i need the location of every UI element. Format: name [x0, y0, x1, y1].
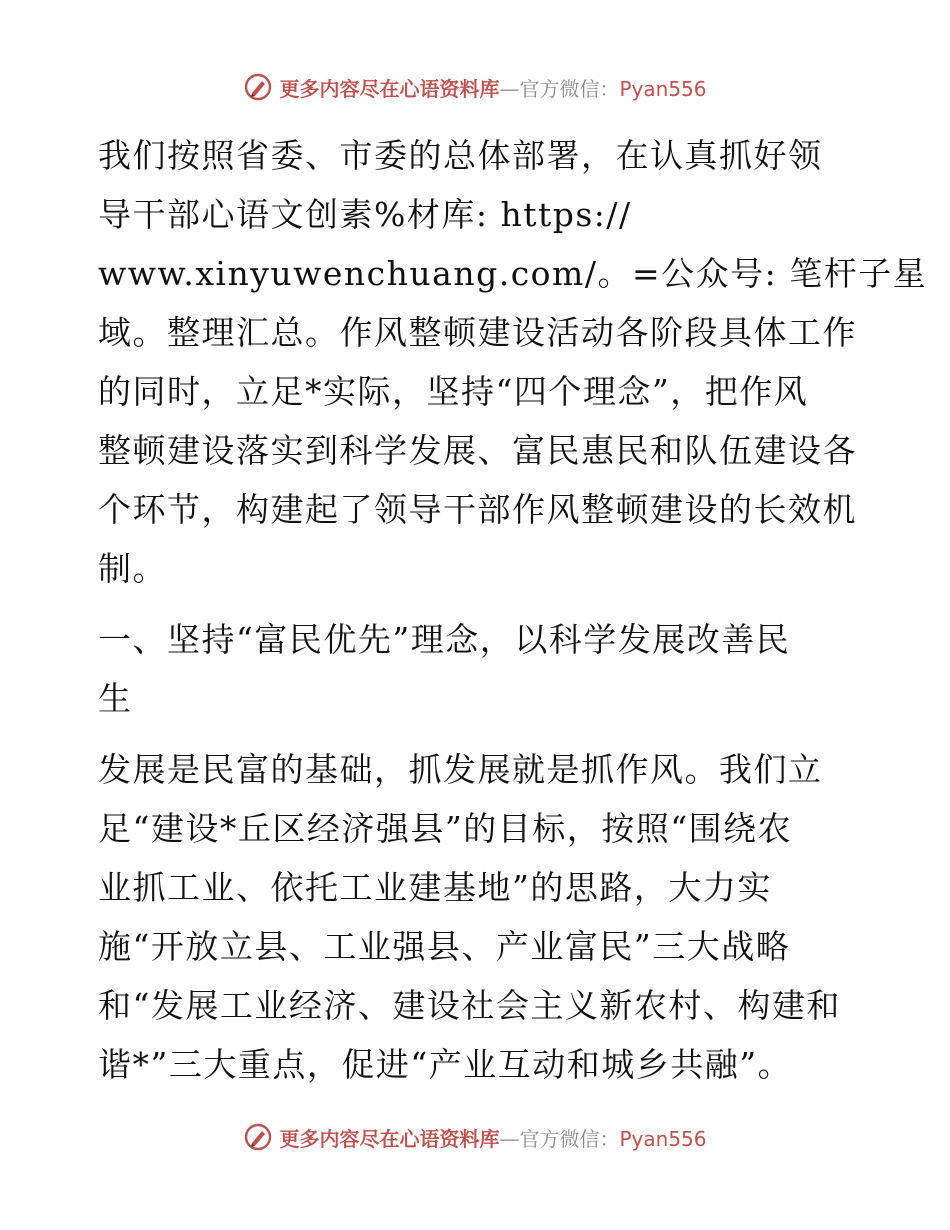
watermark-wechat-id: Pyan556: [619, 76, 707, 101]
text-line: 和“发展工业经济、建设社会主义新农村、构建和: [98, 986, 841, 1025]
paragraph-development: [98, 740, 858, 1094]
text-line: 发展是民富的基础，抓发展就是抓作风。我们立: [98, 750, 823, 789]
document-body: [98, 126, 928, 1094]
text-line: www.xinyuwenchuang.com/。=公众号: 笔杆子星: [98, 254, 928, 293]
header-watermark: [0, 72, 950, 102]
footer-watermark: [0, 1122, 950, 1152]
text-line: 导干部心语文创素%材库: https://: [98, 195, 632, 234]
text-line: 业抓工业、依托工业建基地”的思路，大力实: [98, 868, 772, 907]
watermark-text: [279, 1123, 706, 1152]
watermark-dash: —: [499, 76, 520, 101]
paragraph-intro: [98, 126, 928, 598]
text-line: 制。: [98, 549, 167, 588]
watermark-dash: —: [499, 1126, 520, 1151]
watermark-brand: 更多内容尽在心语资料库: [279, 1126, 500, 1151]
section-heading-1: [98, 610, 858, 728]
pen-logo-icon: [243, 72, 273, 102]
text-line: 生: [98, 679, 133, 718]
text-line: 个环节，构建起了领导干部作风整顿建设的长效机: [98, 490, 857, 529]
watermark-brand: 更多内容尽在心语资料库: [279, 76, 500, 101]
text-line: 谐*”三大重点，促进“产业互动和城乡共融”。: [98, 1045, 793, 1084]
text-line: 的同时，立足*实际，坚持“四个理念”，把作风: [98, 372, 809, 411]
text-line: 一、坚持“富民优先”理念，以科学发展改善民: [98, 620, 791, 659]
watermark-text: [279, 73, 706, 102]
watermark-wechat-label: 官方微信：: [519, 76, 620, 101]
text-line: 域。整理汇总。作风整顿建设活动各阶段具体工作: [98, 313, 857, 352]
text-line: 施“开放立县、工业强县、产业富民”三大战略: [98, 927, 791, 966]
text-line: 整顿建设落实到科学发展、富民惠民和队伍建设各: [98, 431, 857, 470]
text-line: 我们按照省委、市委的总体部署，在认真抓好领: [98, 136, 823, 175]
text-line: 足“建设*丘区经济强县”的目标，按照“围绕农: [98, 809, 793, 848]
watermark-wechat-id: Pyan556: [619, 1126, 707, 1151]
watermark-wechat-label: 官方微信：: [519, 1126, 620, 1151]
pen-logo-icon: [243, 1122, 273, 1152]
